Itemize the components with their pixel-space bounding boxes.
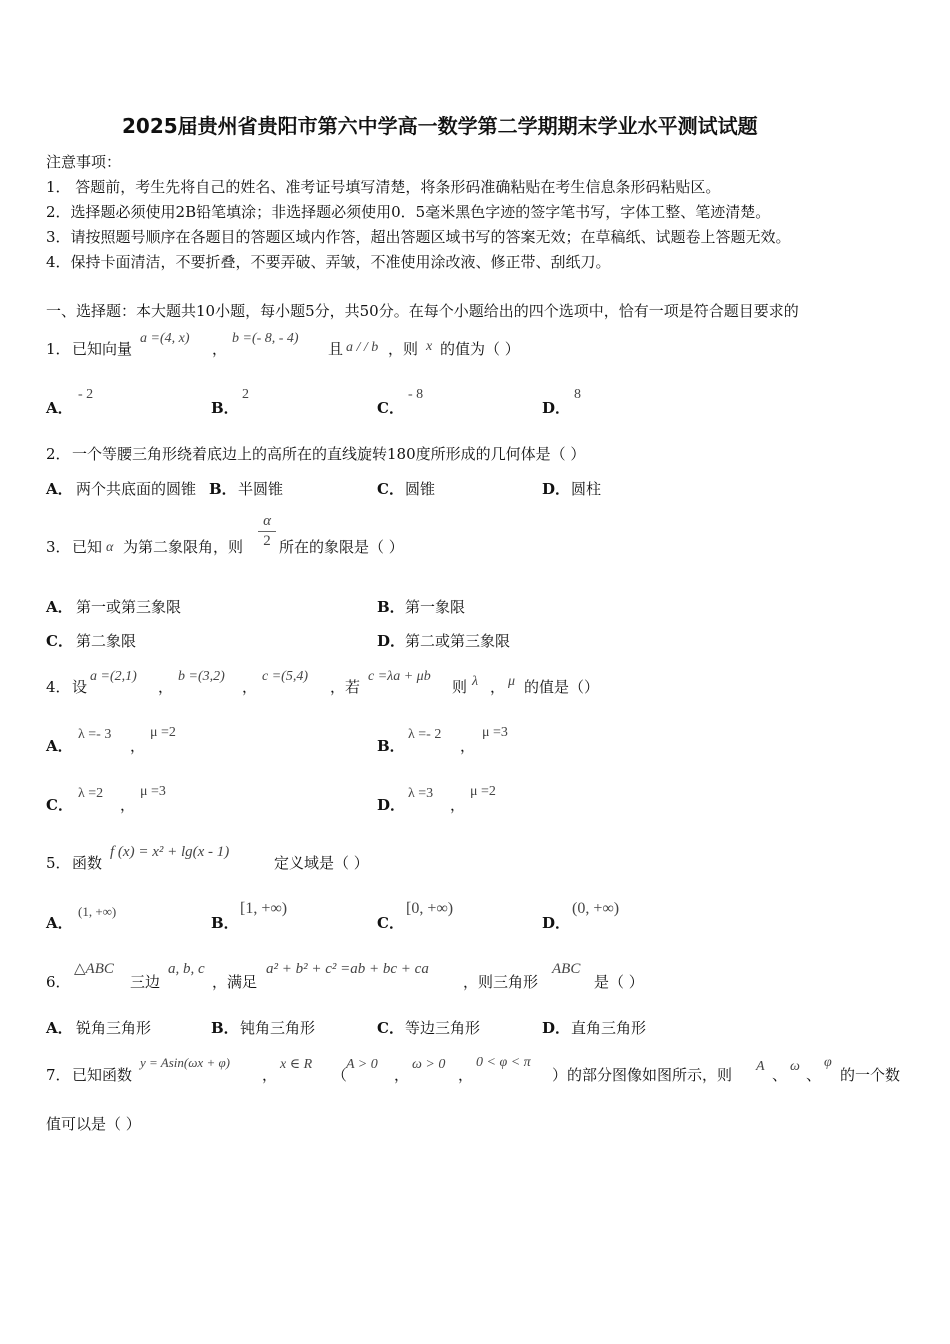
question-text: 的值是（） xyxy=(524,678,600,696)
option-d-text: 第二或第三象限 xyxy=(405,632,511,650)
question-text: ， xyxy=(158,678,174,696)
option-b-label: B． xyxy=(377,598,405,616)
option-a-text: 第一或第三象限 xyxy=(76,598,182,616)
option-a-sep: ， xyxy=(130,737,146,755)
formula: a =(2,1) xyxy=(90,669,137,684)
option-c-mu: μ =3 xyxy=(140,784,166,799)
notice-item-1: 1． 答题前，考生先将自己的姓名、准考证号填写清楚，将条形码准确粘贴在考生信息条形码粘贴区。 xyxy=(46,178,721,196)
option-b-lambda: λ =- 2 xyxy=(408,727,442,742)
option-c-lambda: λ =2 xyxy=(78,786,104,801)
option-a-label: A． xyxy=(46,737,73,755)
option-a-lambda: λ =- 3 xyxy=(78,727,112,742)
option-d-label: D． xyxy=(542,914,571,932)
option-b-label: B． xyxy=(211,399,239,417)
option-d-label: D． xyxy=(542,1019,571,1037)
option-a-value: - 2 xyxy=(78,387,94,402)
question-text: 三边 xyxy=(130,973,161,991)
formula: △ABC xyxy=(74,961,114,977)
question-text: 、 xyxy=(806,1066,822,1084)
option-c-label: C． xyxy=(46,632,73,650)
question-text: 已知函数 xyxy=(72,1066,133,1084)
formula: α xyxy=(106,540,114,555)
question-text: 则 xyxy=(452,678,468,696)
question-text-continued: 值可以是（ ） xyxy=(46,1115,141,1133)
formula: y = Asin(ωx + φ) xyxy=(140,1055,230,1070)
question-number: 2． xyxy=(46,445,71,463)
option-d-label: D． xyxy=(542,480,571,498)
option-d-text: 圆柱 xyxy=(571,480,602,498)
formula: A > 0 xyxy=(346,1057,378,1072)
fraction-bar xyxy=(258,531,276,532)
option-d-value: (0, +∞) xyxy=(572,900,620,917)
option-b-text: 第一象限 xyxy=(405,598,466,616)
question-text: ， xyxy=(458,1066,474,1084)
formula: ω > 0 xyxy=(412,1057,446,1072)
question-number: 4． xyxy=(46,678,71,696)
question-text: ，则 xyxy=(388,340,419,358)
option-a-text: 两个共底面的圆锥 xyxy=(76,480,197,498)
option-a-text: 锐角三角形 xyxy=(76,1019,152,1037)
formula: a / / b xyxy=(346,340,379,355)
notice-item-2: 2．选择题必须使用2B铅笔填涂；非选择题必须使用0．5毫米黑色字迹的签字笔书写，字体工整、笔迹清楚。 xyxy=(46,203,771,221)
question-text: 是（ ） xyxy=(594,973,644,991)
option-d-label: D． xyxy=(377,632,406,650)
notice-heading: 注意事项： xyxy=(46,153,122,171)
question-text: ， xyxy=(212,340,228,358)
question-text: ，若 xyxy=(330,678,361,696)
option-b-label: B． xyxy=(209,480,237,498)
fraction-numerator: α xyxy=(263,513,271,529)
question-text: 且 xyxy=(328,340,344,358)
option-c-label: C． xyxy=(377,1019,404,1037)
formula: μ xyxy=(508,674,516,689)
option-b-value: 2 xyxy=(242,387,249,402)
option-d-value: 8 xyxy=(574,387,581,402)
option-a-label: A． xyxy=(46,399,73,417)
formula: 0 < φ < π xyxy=(476,1055,531,1070)
option-a-label: A． xyxy=(46,598,73,616)
formula: φ xyxy=(824,1055,832,1070)
section-heading: 一、选择题：本大题共10小题，每小题5分，共50分。在每个小题给出的四个选项中，恰有一项是符合题目要求的 xyxy=(46,302,799,320)
option-a-label: A． xyxy=(46,480,73,498)
option-b-label: B． xyxy=(211,1019,239,1037)
option-c-text: 第二象限 xyxy=(76,632,137,650)
option-b-value: [1, +∞) xyxy=(240,900,288,917)
question-text: （ xyxy=(332,1066,348,1084)
question-text: 、 xyxy=(772,1066,788,1084)
question-text: ）的部分图像如图所示，则 xyxy=(552,1066,733,1084)
option-c-label: C． xyxy=(377,399,404,417)
question-text: 已知 xyxy=(72,538,103,556)
notice-item-4: 4．保持卡面清洁，不要折叠，不要弄破、弄皱，不准使用涂改液、修正带、刮纸刀。 xyxy=(46,253,611,271)
formula: c =λa + μb xyxy=(368,669,431,684)
option-d-label: D． xyxy=(377,796,406,814)
question-text: 一个等腰三角形绕着底边上的高所在的直线旋转180度所形成的几何体是（ ） xyxy=(72,445,586,463)
formula: λ xyxy=(472,674,479,689)
option-c-sep: ， xyxy=(120,796,136,814)
option-c-label: C． xyxy=(377,480,404,498)
option-d-mu: μ =2 xyxy=(470,784,496,799)
option-d-sep: ， xyxy=(450,796,466,814)
question-text: ，则三角形 xyxy=(463,973,539,991)
question-number: 6． xyxy=(46,973,71,991)
option-d-lambda: λ =3 xyxy=(408,786,434,801)
option-c-text: 圆锥 xyxy=(405,480,436,498)
option-d-label: D． xyxy=(542,399,571,417)
page-title: 2025届贵州省贵阳市第六中学高一数学第二学期期末学业水平测试试题 xyxy=(122,114,758,138)
option-a-value: (1, +∞) xyxy=(78,904,117,919)
option-c-value: - 8 xyxy=(408,387,424,402)
formula: ω xyxy=(790,1059,800,1074)
formula: x ∈ R xyxy=(280,1057,313,1072)
option-b-mu: μ =3 xyxy=(482,725,508,740)
question-text: 的值为（ ） xyxy=(440,340,520,358)
question-text: 已知向量 xyxy=(72,340,133,358)
formula: f (x) = x² + lg(x - 1) xyxy=(110,844,230,860)
option-b-label: B． xyxy=(211,914,239,932)
question-text: 所在的象限是（ ） xyxy=(279,538,404,556)
option-a-mu: μ =2 xyxy=(150,725,176,740)
option-c-label: C． xyxy=(377,914,404,932)
question-text: 函数 xyxy=(72,854,103,872)
question-text: ， xyxy=(242,678,258,696)
question-number: 7． xyxy=(46,1066,71,1084)
question-text: 的一个数 xyxy=(840,1066,901,1084)
option-a-label: A． xyxy=(46,914,73,932)
option-b-text: 半圆锥 xyxy=(238,480,284,498)
formula: A xyxy=(756,1059,765,1074)
notice-item-3: 3．请按照题号顺序在各题目的答题区域内作答，超出答题区域书写的答案无效；在草稿纸、试题卷上答题无效。 xyxy=(46,228,791,246)
formula: x xyxy=(426,339,433,354)
formula: a² + b² + c² =ab + bc + ca xyxy=(266,961,429,977)
formula: c =(5,4) xyxy=(262,669,308,684)
fraction-denominator: 2 xyxy=(263,533,271,549)
formula: b =(- 8, - 4) xyxy=(232,331,299,346)
question-number: 1． xyxy=(46,340,71,358)
option-b-sep: ， xyxy=(460,737,476,755)
option-a-label: A． xyxy=(46,1019,73,1037)
question-number: 3． xyxy=(46,538,71,556)
question-text: 定义域是（ ） xyxy=(274,854,369,872)
option-c-text: 等边三角形 xyxy=(405,1019,481,1037)
question-text: ， xyxy=(394,1066,410,1084)
formula: ABC xyxy=(552,961,581,977)
option-c-value: [0, +∞) xyxy=(406,900,454,917)
formula: b =(3,2) xyxy=(178,669,225,684)
formula: a =(4, x) xyxy=(140,331,190,346)
option-d-text: 直角三角形 xyxy=(571,1019,647,1037)
question-text: 设 xyxy=(72,678,88,696)
option-b-label: B． xyxy=(377,737,405,755)
question-text: ， xyxy=(262,1066,278,1084)
question-number: 5． xyxy=(46,854,71,872)
question-text: ， xyxy=(490,678,506,696)
question-text: 为第二象限角，则 xyxy=(123,538,244,556)
fraction-alpha-over-2 xyxy=(258,513,276,550)
question-text: ，满足 xyxy=(212,973,258,991)
option-b-text: 钝角三角形 xyxy=(240,1019,316,1037)
formula: a, b, c xyxy=(168,961,205,977)
option-c-label: C． xyxy=(46,796,73,814)
